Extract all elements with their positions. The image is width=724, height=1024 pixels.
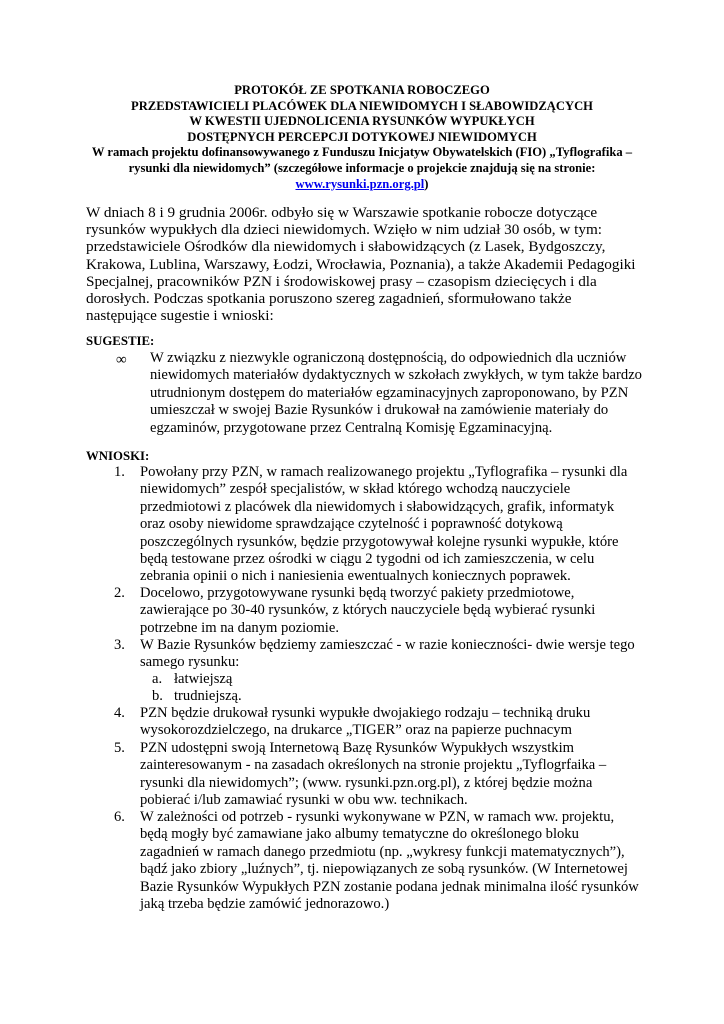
item-text: W Bazie Rysunków będziemy zamieszczać - w razie konieczności- dwie wersje tego samego rysunku: [140, 637, 635, 671]
item-text: PZN udostępni swoją Internetową Bazę Rysunków Wypukłych wszystkim zainteresowanym - na zasadach określonych na stronie projektu „Tyflogrfaika – rysunki dla niewidomych”; (www. rysunki.pzn.org.pl), z której będzie można pobierać i/lub zamawiać rysunki w obu ww. technikach. [140, 740, 607, 809]
title-line-2: PRZEDSTAWICIELI PLACÓWEK DLA NIEWIDOMYCH I SŁABOWIDZĄCYCH [131, 98, 593, 113]
project-info [86, 145, 638, 192]
closing-paren: ) [424, 176, 429, 191]
title-line-3: W KWESTII UJEDNOLICENIA RYSUNKÓW WYPUKŁYCH [189, 114, 535, 129]
project-link[interactable]: www.rysunki.pzn.org.pl [295, 176, 425, 191]
subitem-letter: b. [152, 688, 163, 704]
item-number: 3. [114, 637, 125, 653]
item-number: 1. [114, 464, 125, 480]
title-line-1: PROTOKÓŁ ZE SPOTKANIA ROBOCZEGO [234, 83, 490, 97]
item-number: 5. [114, 740, 125, 756]
item-text: W zależności od potrzeb - rysunki wykonywane w PZN, w ramach ww. projektu, będą mogły być zamawiane jako albumy tematyczne do określonego bloku zagadnień w ramach danego przedmiotu (np. „wykresy funkcji matematycznych”), bądź jako zbiory „luźnych”, tj. niepowiązanych ze sobą rysunków. (W Internetowej Bazie Rysunków Wypukłych PZN zostanie podana jednak minimalna ilość rysunków jaką trzeba będzie zamówić jednorazowo.) [140, 809, 639, 913]
item-number: 4. [114, 705, 125, 721]
item-text: PZN będzie drukował rysunki wypukłe dwojakiego rodzaju – techniką druku wysokorozdzielczego, na drukarce „TIGER” oraz na papierze puchnacym [140, 705, 591, 739]
sugestie-text: W związku z niezwykle ograniczoną dostępnością, do odpowiednich dla uczniów niewidomych materiałów dydaktycznych w szkołach zwykłych, w tym także bardzo utrudnionym dostępem do materiałów egzaminacyjnych zaproponowano, by PZN umieszczał w swojej Bazie Rysunków i drukował na zamówienie materiały do egzaminów, przygotowane przez Centralną Komisję Egzaminacyjną. [150, 350, 642, 436]
subitem-letter: a. [152, 671, 163, 687]
item-number: 2. [114, 585, 125, 601]
subitem-text: łatwiejszą [174, 671, 233, 687]
intro-paragraph: W dniach 8 i 9 grudnia 2006r. odbyło się w Warszawie spotkanie robocze dotyczące rysunków wypukłych dla dzieci niewidomych. Wzięło w nim udział 30 osób, w tym: przedstawiciele Ośrodków dla niewidomych i słabowidzących (z Lasek, Bydgoszczy, Krakowa, Lublina, Warszawy, Łodzi, Wrocławia, Poznania), a także Akademii Pedagogiki Specjalnej, pracowników PZN i środowiskowej prasy – czasopism dziecięcych i dla dorosłych. Podczas spotkania poruszono szereg zagadnień, sformułowano także następujące sugestie i wnioski: [86, 204, 636, 325]
project-line: W ramach projektu dofinansowywanego z Funduszu Inicjatyw Obywatelskich (FIO) „Tyflografika – rysunki dla niewidomych” (szczegółowe informacje o projekcie znajdują się na stronie: [91, 145, 633, 175]
sugestie-heading: SUGESTIE: [86, 334, 155, 348]
item-text: Docelowo, przygotowywane rysunki będą tworzyć pakiety przedmiotowe, zawierające po 30-40 rysunków, z których nauczyciele będą wybierać rysunki potrzebne im na danym poziomie. [140, 585, 596, 636]
title-line-4: DOSTĘPNYCH PERCEPCJI DOTYKOWEJ NIEWIDOMYCH [187, 129, 537, 144]
document-header [86, 83, 638, 192]
item-text: Powołany przy PZN, w ramach realizowanego projektu „Tyflografika – rysunki dla niewidomych” zespół specjalistów, w skład którego wchodzą nauczyciele przedmiotowi z placówek dla niewidomych i słabowidzących, grafik, informatyk oraz osoby niewidome sprawdzające czytelność i poprawność dotykową poszczególnych rysunków, będzie przygotowywał kolejne rysunki wypukłe, które będą testowane przez ośrodki w ciągu 2 tygodni od ich zamieszczenia, w celu zebrania opinii o nich i naniesienia ewentualnych koniecznych poprawek. [140, 464, 628, 585]
item-number: 6. [114, 809, 125, 825]
subitem-text: trudniejszą. [174, 688, 242, 704]
wnioski-heading: WNIOSKI: [86, 449, 150, 463]
infinity-bullet-icon: ∞ [116, 352, 127, 368]
